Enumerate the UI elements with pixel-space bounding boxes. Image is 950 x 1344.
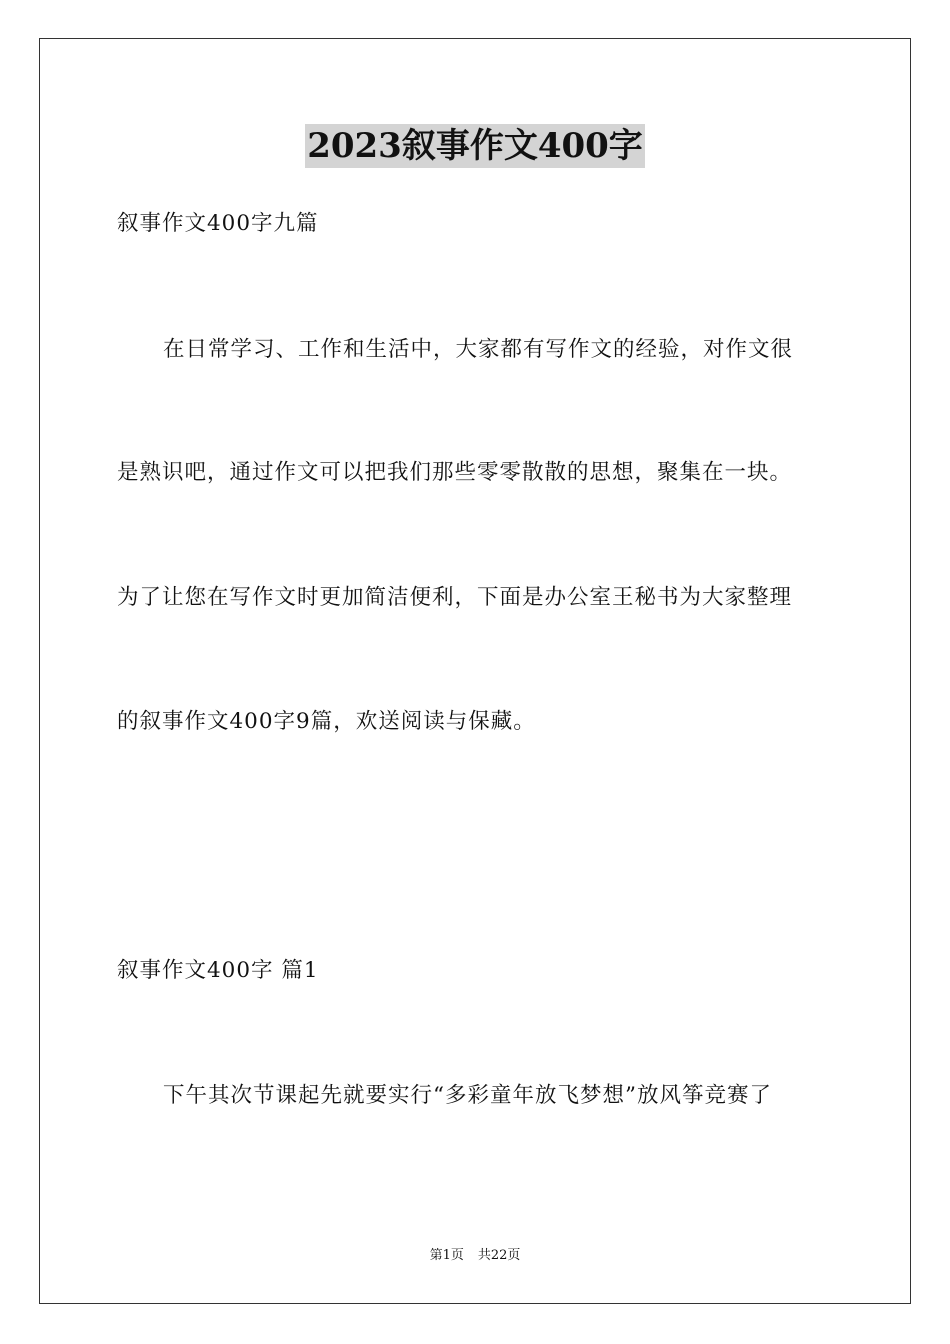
document-title: 2023叙事作文400字 xyxy=(307,126,643,166)
intro-line-2: 是熟识吧，通过作文可以把我们那些零零散散的思想，聚集在一块。 xyxy=(117,460,793,485)
section-heading: 叙事作文400字 篇1 xyxy=(117,958,319,983)
intro-line-3: 为了让您在写作文时更加简洁便利，下面是办公室王秘书为大家整理 xyxy=(117,585,793,610)
page-footer xyxy=(0,1247,950,1265)
intro-line-1: 在日常学习、工作和生活中，大家都有写作文的经验，对作文很 xyxy=(163,337,794,362)
section-first-line: 下午其次节课起先就要实行“多彩童年放飞梦想”放风筝竞赛了 xyxy=(163,1083,772,1108)
page-number: 第1页 xyxy=(429,1248,464,1263)
page-total: 共22页 xyxy=(477,1248,521,1263)
document-subtitle: 叙事作文400字九篇 xyxy=(117,211,319,236)
intro-line-4: 的叙事作文400字9篇，欢送阅读与保藏。 xyxy=(117,709,536,734)
title-container xyxy=(0,124,950,168)
